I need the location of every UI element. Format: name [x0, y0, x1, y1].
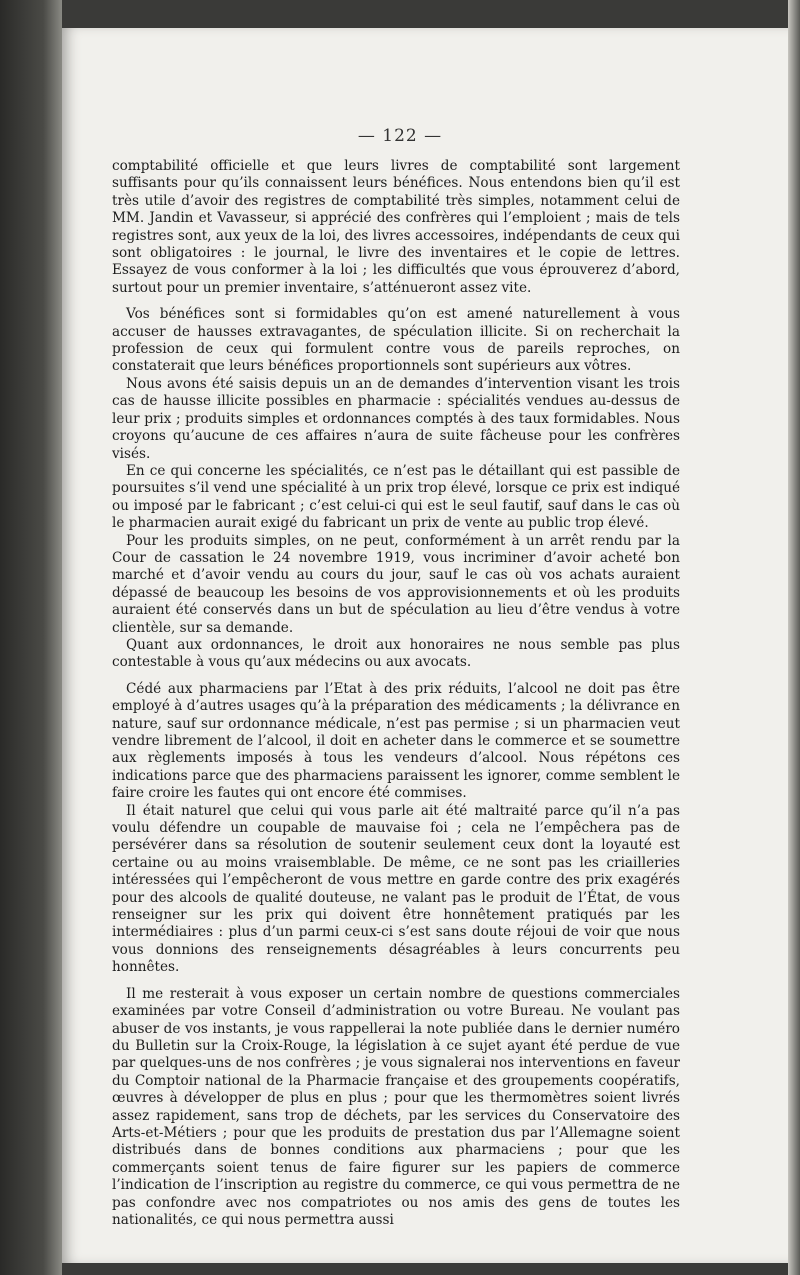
paragraph: Il était naturel que celui qui vous parle ait été maltraité parce qu’il n’a pas voulu défendre un coupable de mauvaise foi ; cela ne l’empêchera pas de persévérer dans sa résolution de soutenir seulement ceux dont la loyauté est certaine ou au moins vraisemblable. De même, ce ne sont pas les criailleries intéressées qui l’empêcheront de vous mettre en garde contre des prix exagérés pour des alcools de qualité douteuse, ne valant pas le produit de l’État, de vous renseigner sur les prix qui doivent être honnêtement pratiqués par les intermédiaires : plus d’un parmi ceux-ci s’est sans doute réjoui de voir que nous vous donnions des renseignements désagréables à leurs concurrents peu honnêtes. [112, 802, 680, 976]
page-right-edge [788, 0, 800, 1275]
paragraph: En ce qui concerne les spécialités, ce n’est pas le détaillant qui est passible de poursuites s’il vend une spécialité à un prix trop élevé, lorsque ce prix est indiqué ou imposé par le fabricant ; c’est celui-ci qui est le seul fautif, sauf dans le cas où le pharmacien aurait exigé du fabricant un prix de vente au public trop élevé. [112, 462, 680, 532]
paragraph: Vos bénéfices sont si formidables qu’on est amené naturellement à vous accuser de hausses extravagantes, de spéculation illicite. Si on recherchait la profession de ceux qui formulent contre vous de pareils reproches, on constaterait que leurs bénéfices proportionnels sont supérieurs aux vôtres. [112, 306, 680, 375]
paragraph: Pour les produits simples, on ne peut, conformément à un arrêt rendu par la Cour de cassation le 24 novembre 1919, vous incriminer d’avoir acheté bon marché et d’avoir vendu au cours du jour, sauf le cas où vos achats auraient dépassé de beaucoup les besoins de vos approvisionnements et où les produits auraient été conservés dans un but de spéculation au lieu d’être vendus à votre clientèle, sur sa demande. [112, 532, 680, 636]
paragraph: Nous avons été saisis depuis un an de demandes d’intervention visant les trois cas de hausse illicite possibles en pharmacie : spécialités vendues au-dessus de leur prix ; produits simples et ordonnances comptés à des taux formidables. Nous croyons qu’aucune de ces affaires n’aura de suite fâcheuse pour les confrères visés. [112, 375, 680, 462]
paragraph: Quant aux ordonnances, le droit aux honoraires ne nous semble pas plus contestable à vous qu’aux médecins ou aux avocats. [112, 636, 680, 671]
paragraph: Il me resterait à vous exposer un certain nombre de questions commerciales examinées par votre Conseil d’administration ou votre Bureau. Ne voulant pas abuser de vos instants, je vous rappellerai la note publiée dans le dernier numéro du Bulletin sur la Croix-Rouge, la législation à ce sujet ayant été perdue de vue par quelques-uns de nos confrères ; je vous signalerai nos interventions en faveur du Comptoir national de la Pharmacie française et des groupements coopératifs, œuvres à développer de plus en plus ; pour que les thermomètres soient livrés assez rapidement, sans trop de déchets, par les services du Conservatoire des Arts-et-Métiers ; pour que les produits de prestation dus par l’Allemagne soient distribués dans de bonnes conditions aux pharmaciens ; pour que les commerçants soient tenus de faire figurer sur les papiers de commerce l’indication de l’inscription au registre du commerce, ce qui vous permettra de ne pas confondre avec nos compatriotes ou nos amis des gens de toutes les nationalités, ce qui nous permettra aussi [112, 985, 680, 1228]
book-binding-edge [0, 0, 62, 1275]
paragraph: comptabilité officielle et que leurs livres de comptabilité sont largement suffisants pour qu’ils connaissent leurs bénéfices. Nous entendons bien qu’il est très utile d’avoir des registres de comptabilité très simples, notamment celui de MM. Jandin et Vavasseur, si apprécié des confrères qui l’emploient ; mais de tels registres sont, aux yeux de la loi, des livres accessoires, indépendants de ceux qui sont obligatoires : le journal, le livre des inventaires et le copie de lettres. Essayez de vous conformer à la loi ; les difficultés que vous éprouverez d’abord, surtout pour un premier inventaire, s’atténueront assez vite. [112, 158, 680, 296]
document-body [112, 158, 680, 1229]
page-number: — 122 — [357, 126, 443, 146]
paragraph: Cédé aux pharmaciens par l’Etat à des prix réduits, l’alcool ne doit pas être employé à d’autres usages qu’à la préparation des médicaments ; la délivrance en nature, sauf sur ordonnance médicale, n’est pas permise ; si un pharmacien veut vendre librement de l’alcool, il doit en acheter dans le commerce et se soumettre aux règlements imposés à tous les vendeurs d’alcool. Nous répétons ces indications parce que des pharmaciens paraissent les ignorer, comme semblent le faire croire les fautes qui ont encore été commises. [112, 680, 680, 802]
